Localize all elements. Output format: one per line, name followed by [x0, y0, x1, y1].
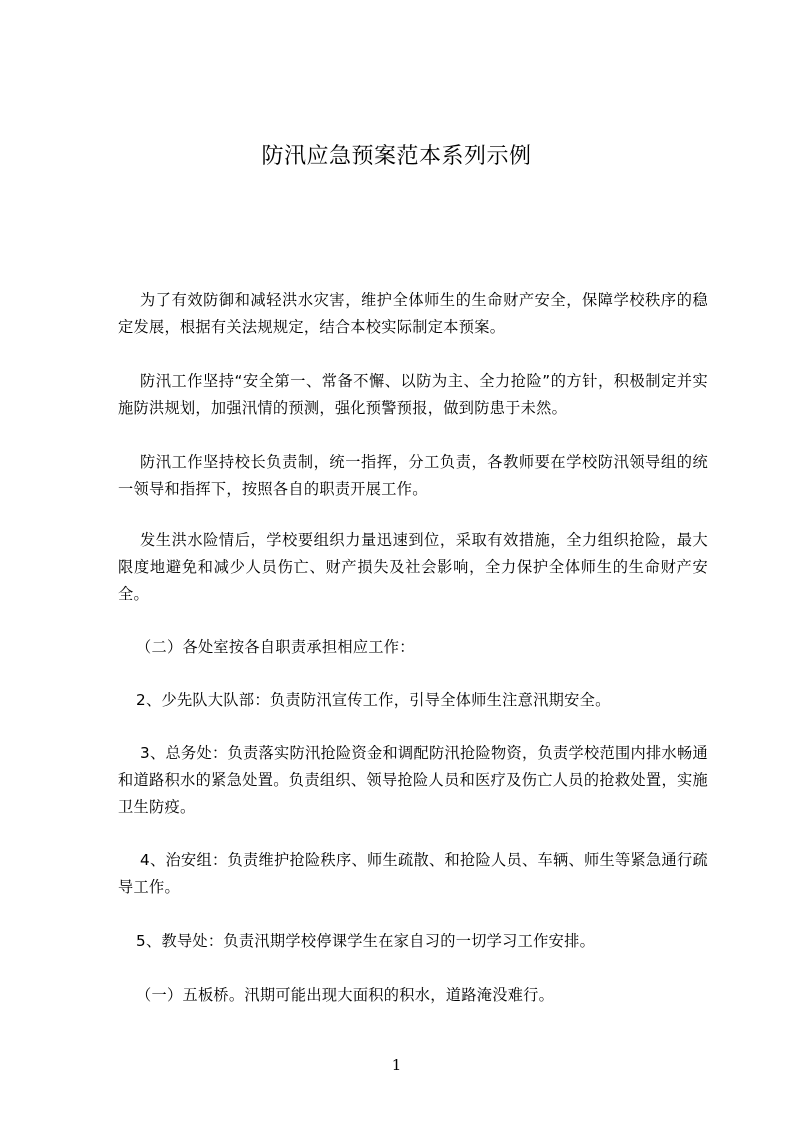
paragraph-responsibility: 防汛工作坚持校长负责制，统一指挥，分工负责，各教师要在学校防汛领导组的统一领导和指挥下，按照各自的职责开展工作。 [118, 453, 708, 498]
page-number: 1 [391, 1056, 402, 1074]
paragraph-section-one: （一）五板桥。汛期可能出现大面积的积水，道路淹没难行。 [136, 986, 555, 1004]
paragraph-response: 发生洪水险情后，学校要组织力量迅速到位，采取有效措施，全力组织抢险，最大限度地避免和减少人员伤亡、财产损失及社会影响，全力保护全体师生的生命财产安全。 [118, 531, 708, 603]
paragraph-policy: 防汛工作坚持“安全第一、常备不懈、以防为主、全力抢险”的方针，积极制定并实施防洪规划，加强汛情的预测，强化预警预报，做到防患于未然。 [118, 372, 708, 417]
page-title: 防汛应急预案范本系列示例 [261, 144, 532, 169]
paragraph-intro: 为了有效防御和减轻洪水灾害，维护全体师生的生命财产安全，保障学校秩序的稳定发展，根据有关法规规定，结合本校实际制定本预案。 [118, 291, 708, 336]
paragraph-item-4: 4、治安组：负责维护抢险秩序、师生疏散、和抢险人员、车辆、师生等紧急通行疏导工作。 [118, 851, 708, 896]
paragraph-item-3: 3、总务处：负责落实防汛抢险资金和调配防汛抢险物资，负责学校范围内排水畅通和道路积水的紧急处置。负责组织、领导抢险人员和医疗及伤亡人员的抢救处置，实施卫生防疫。 [118, 744, 708, 816]
paragraph-item-5: 5、教导处：负责汛期学校停课学生在家自习的一切学习工作安排。 [136, 932, 596, 950]
paragraph-section-two: （二）各处室按各自职责承担相应工作： [136, 638, 415, 656]
paragraph-item-2: 2、少先队大队部：负责防汛宣传工作，引导全体师生注意汛期安全。 [136, 691, 611, 709]
